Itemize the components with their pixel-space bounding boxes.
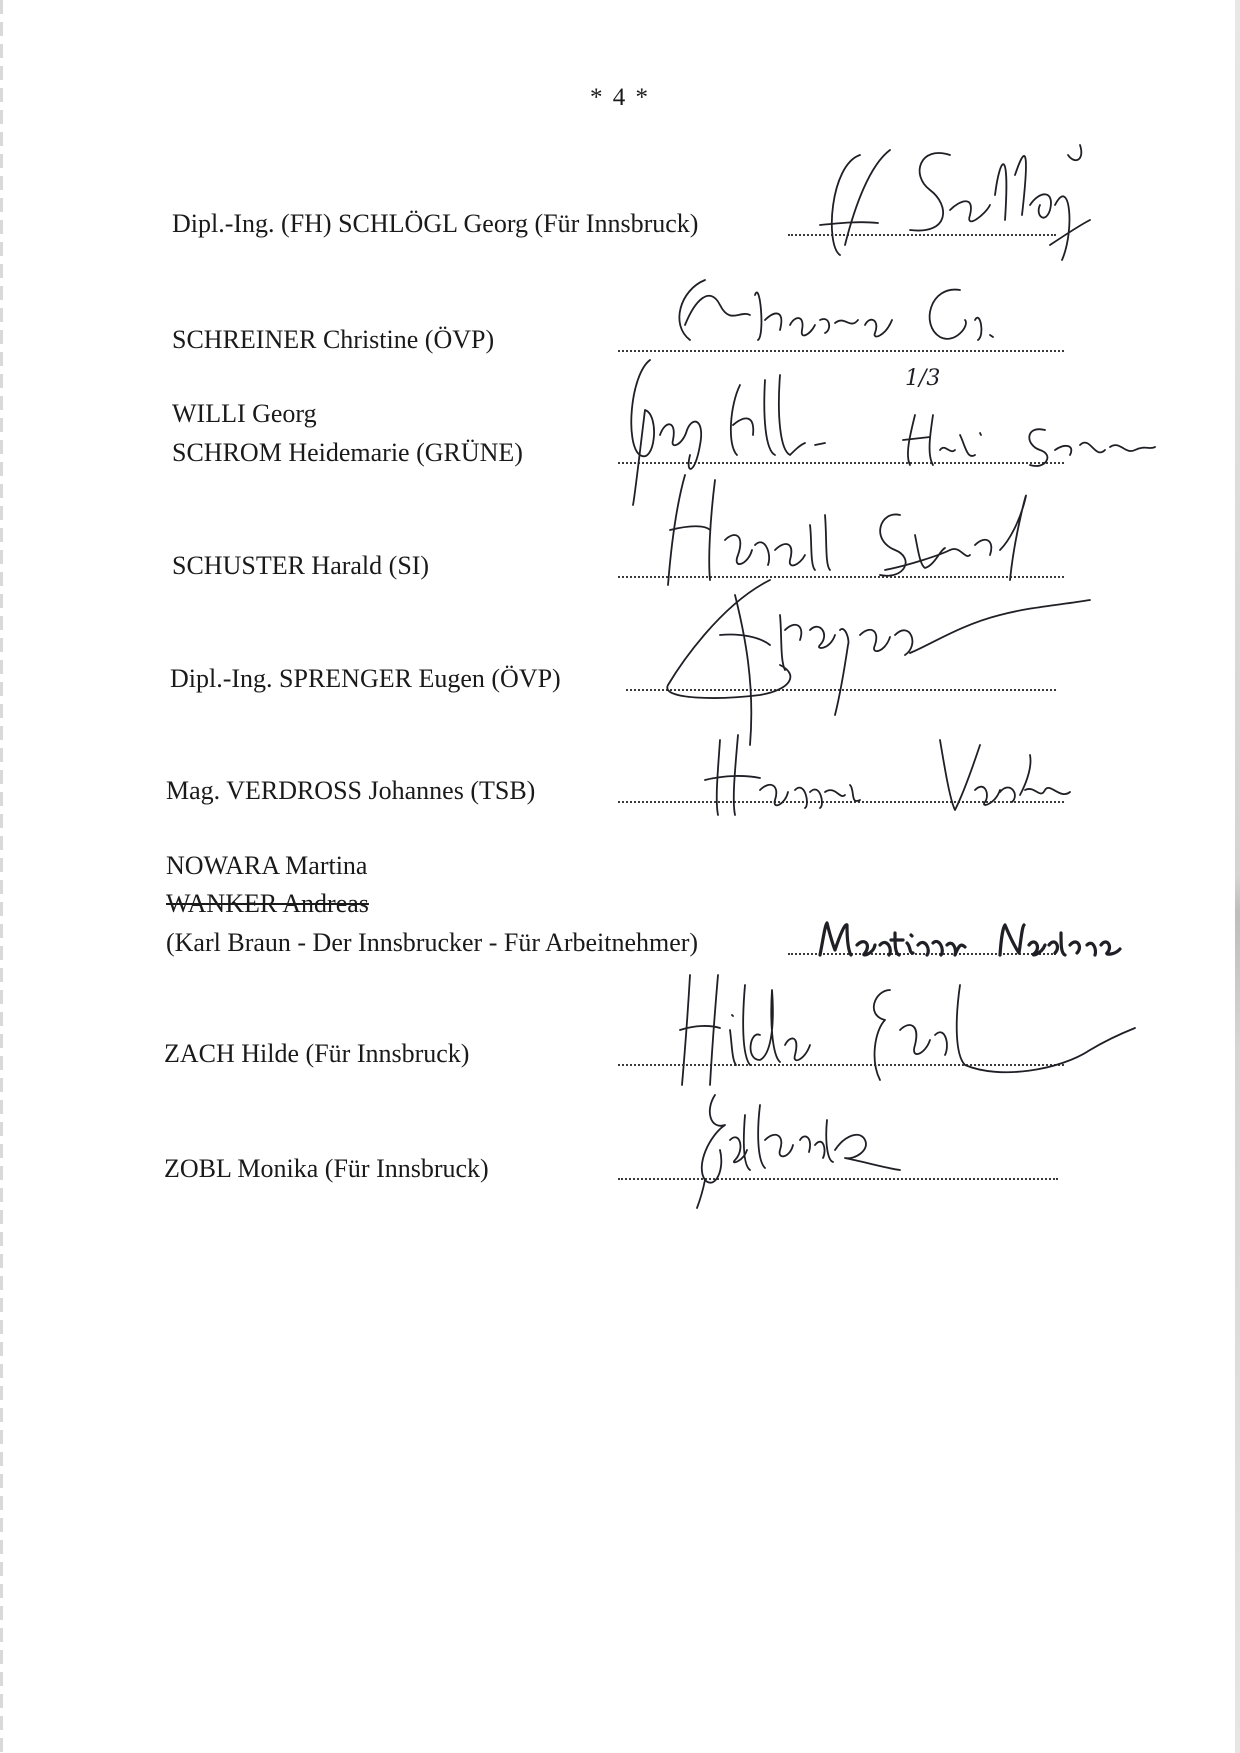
signatory-name: Dipl.-Ing. SPRENGER Eugen (ÖVP)	[170, 664, 561, 693]
signature-zach	[660, 970, 1140, 1090]
scan-edge-left	[0, 0, 3, 1753]
signatory-affiliation: (Karl Braun - Der Innsbrucker - Für Arbeitnehmer)	[166, 928, 699, 957]
signatory-name: Mag. VERDROSS Johannes (TSB)	[166, 776, 536, 805]
signatory-name: ZACH Hilde (Für Innsbruck)	[164, 1039, 470, 1068]
signature-schreiner	[660, 265, 1020, 355]
signature-zobl	[685, 1090, 915, 1210]
signatory-name: SCHUSTER Harald (SI)	[172, 551, 430, 580]
signature-schloegl	[800, 135, 1090, 265]
signatory-name: WILLI Georg	[172, 399, 317, 428]
signatory-name: NOWARA Martina	[166, 851, 368, 880]
signatory-name: Dipl.-Ing. (FH) SCHLÖGL Georg (Für Innsbruck)	[172, 209, 699, 238]
page-number: * 4 *	[590, 84, 650, 111]
signature-sprenger	[660, 575, 1100, 755]
signatory-name: ZOBL Monika (Für Innsbruck)	[164, 1154, 489, 1183]
annotation: 1/3	[905, 366, 941, 391]
signature-schuster	[640, 470, 1060, 590]
signatory-name: SCHREINER Christine (ÖVP)	[172, 325, 495, 354]
signature-nowara	[815, 915, 1125, 965]
signatory-name-struck: WANKER Andreas	[166, 889, 369, 918]
signatory-name: SCHROM Heidemarie (GRÜNE)	[172, 438, 523, 467]
scan-edge-right	[1235, 0, 1240, 1753]
signature-verdross	[700, 730, 1080, 820]
